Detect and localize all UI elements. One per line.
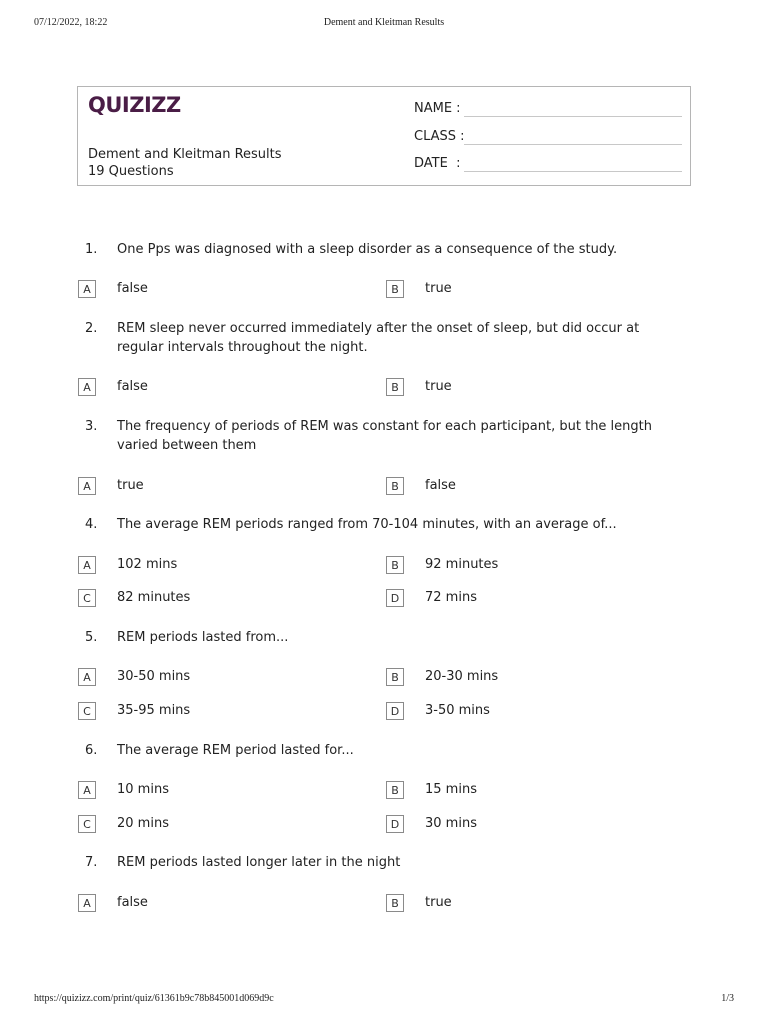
option-letter: D — [386, 702, 404, 720]
option-letter: B — [386, 668, 404, 686]
date-line[interactable] — [464, 171, 682, 172]
option-letter: C — [78, 702, 96, 720]
option-letter: C — [78, 815, 96, 833]
option-text: 30-50 mins — [117, 669, 191, 684]
date-label: DATE : — [414, 156, 461, 171]
option-text: false — [117, 281, 148, 296]
option-text: 92 minutes — [425, 557, 499, 572]
question-count: 19 Questions — [88, 164, 174, 179]
print-title: Dement and Kleitman Results — [323, 17, 445, 28]
class-field — [414, 129, 465, 144]
page-number: 1/3 — [721, 993, 734, 1004]
quiz-header-box — [77, 86, 691, 186]
option-letter: B — [386, 378, 404, 396]
option-text: 82 minutes — [117, 590, 191, 605]
question-number: 5. — [85, 630, 98, 645]
option-letter: A — [78, 668, 96, 686]
option-letter: B — [386, 477, 404, 495]
print-footer — [0, 993, 768, 1007]
option-letter: A — [78, 378, 96, 396]
option-letter: D — [386, 815, 404, 833]
question-text: The frequency of periods of REM was constant for each participant, but the length varied between them — [117, 419, 652, 453]
option-letter: A — [78, 781, 96, 799]
option-text: true — [425, 281, 452, 296]
option-text: true — [425, 895, 452, 910]
option-text: 20 mins — [117, 816, 169, 831]
question-text: One Pps was diagnosed with a sleep disorder as a consequence of the study. — [117, 242, 618, 257]
question-number: 3. — [85, 419, 98, 434]
option-letter: B — [386, 556, 404, 574]
option-letter: A — [78, 477, 96, 495]
quizizz-logo: QUIZIZZ — [88, 93, 181, 117]
date-field — [414, 156, 460, 171]
print-header — [0, 17, 768, 31]
option-text: 35-95 mins — [117, 703, 191, 718]
question-text: REM sleep never occurred immediately after the onset of sleep, but did occur at regular intervals throughout the night. — [117, 321, 640, 355]
name-field — [414, 101, 461, 116]
option-text: 30 mins — [425, 816, 477, 831]
question-number: 4. — [85, 517, 98, 532]
option-letter: D — [386, 589, 404, 607]
option-letter: A — [78, 894, 96, 912]
option-letter: B — [386, 781, 404, 799]
option-text: true — [117, 478, 144, 493]
question-text: The average REM period lasted for... — [117, 743, 354, 758]
option-letter: A — [78, 280, 96, 298]
option-text: false — [117, 895, 148, 910]
print-url[interactable]: https://quizizz.com/print/quiz/61361b9c78b845001d069d9c — [34, 993, 274, 1004]
option-text: false — [425, 478, 456, 493]
option-text: 3-50 mins — [425, 703, 490, 718]
name-label: NAME : — [414, 101, 461, 116]
question-text: The average REM periods ranged from 70-104 minutes, with an average of... — [117, 517, 617, 532]
question-number: 7. — [85, 855, 98, 870]
question-number: 1. — [85, 242, 98, 257]
quiz-title: Dement and Kleitman Results — [88, 147, 282, 162]
class-line[interactable] — [464, 144, 682, 145]
option-letter: C — [78, 589, 96, 607]
question-text: REM periods lasted from... — [117, 630, 289, 645]
option-text: true — [425, 379, 452, 394]
name-line[interactable] — [464, 116, 682, 117]
option-letter: A — [78, 556, 96, 574]
question-number: 6. — [85, 743, 98, 758]
question-number: 2. — [85, 321, 98, 336]
option-letter: B — [386, 894, 404, 912]
option-letter: B — [386, 280, 404, 298]
option-text: 102 mins — [117, 557, 178, 572]
option-text: 72 mins — [425, 590, 477, 605]
option-text: false — [117, 379, 148, 394]
question-text: REM periods lasted longer later in the night — [117, 855, 401, 870]
option-text: 10 mins — [117, 782, 169, 797]
print-date: 07/12/2022, 18:22 — [34, 17, 108, 28]
class-label: CLASS : — [414, 129, 465, 144]
option-text: 20-30 mins — [425, 669, 499, 684]
option-text: 15 mins — [425, 782, 477, 797]
